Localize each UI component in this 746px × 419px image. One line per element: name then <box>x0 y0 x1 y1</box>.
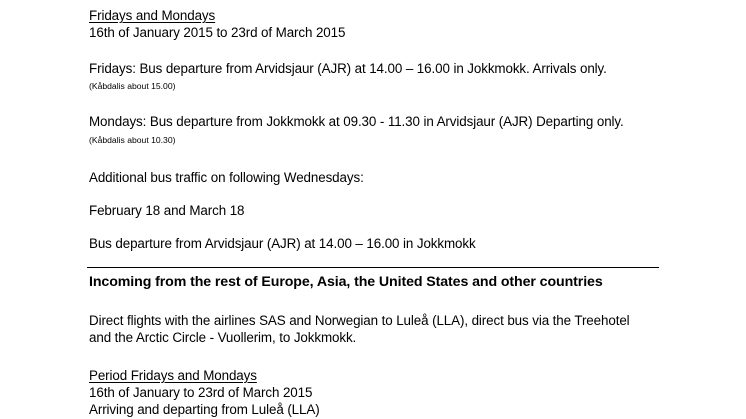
section-heading-incoming: Incoming from the rest of Europe, Asia, the United States and other countries <box>89 274 603 290</box>
mondays-schedule: Mondays: Bus departure from Jokkmokk at 09.30 - 11.30 in Arvidsjaur (AJR) Departing only. <box>89 114 624 129</box>
wednesday-departure: Bus departure from Arvidsjaur (AJR) at 14.00 – 16.00 in Jokkmokk <box>89 236 476 251</box>
fridays-schedule: Fridays: Bus departure from Arvidsjaur (AJR) at 14.00 – 16.00 in Jokkmokk. Arrivals only. <box>89 61 607 76</box>
wednesday-dates: February 18 and March 18 <box>89 203 245 218</box>
period-heading-fridays-mondays: Fridays and Mondays <box>89 8 216 23</box>
period-dates-2: 16th of January to 23rd of March 2015 <box>89 385 313 400</box>
period-heading-2: Period Fridays and Mondays <box>89 368 257 383</box>
direct-flights-line-1: Direct flights with the airlines SAS and Norwegian to Luleå (LLA), direct bus via the Treehotel <box>89 313 630 328</box>
period-dates: 16th of January 2015 to 23rd of March 2015 <box>89 25 346 40</box>
section-divider <box>87 267 659 268</box>
fridays-note: (Kåbdalis about 15.00) <box>89 81 176 91</box>
mondays-note: (Kåbdalis about 10.30) <box>89 135 176 145</box>
direct-flights-line-2: and the Arctic Circle - Vuollerim, to Jokkmokk. <box>89 330 357 345</box>
additional-bus-traffic: Additional bus traffic on following Wednesdays: <box>89 170 364 185</box>
arriving-departing-lulea: Arriving and departing from Luleå (LLA) <box>89 402 320 417</box>
